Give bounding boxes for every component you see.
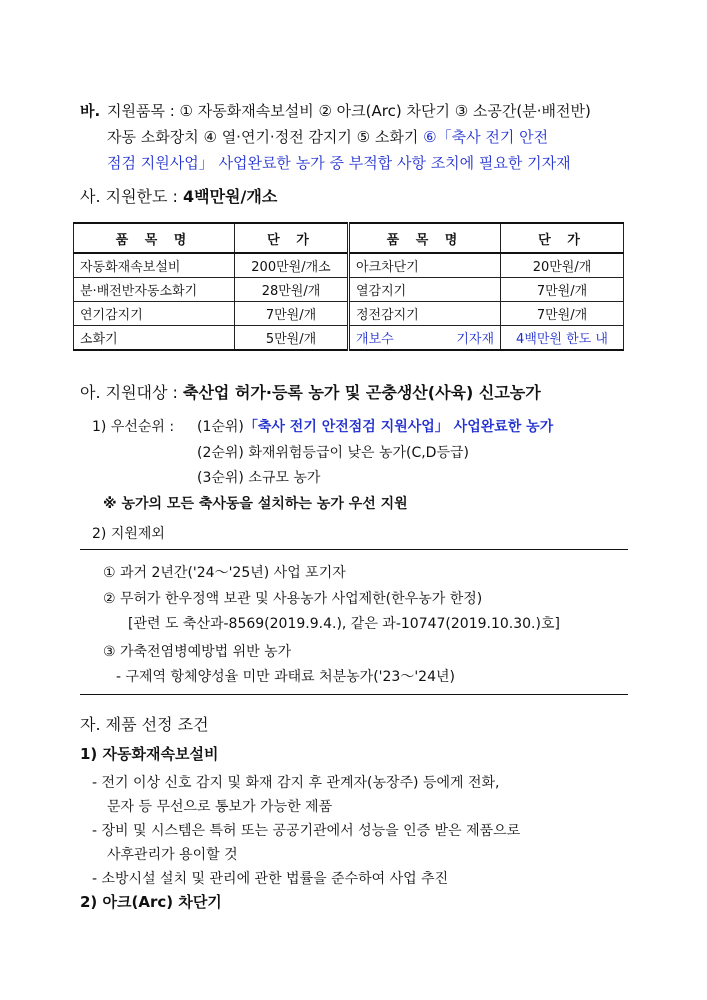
support-items-line-1: 지원품목 : ① 자동화재속보설비 ② 아크(Arc) 차단기 ③ 소공간(분·배전반) xyxy=(107,102,591,120)
item-1-title: 1) 자동화재속보설비 xyxy=(80,745,219,763)
table-cell: 200만원/개소 xyxy=(235,253,349,278)
support-price-table xyxy=(73,222,624,351)
exclusion-item-3: ③ 가축전염병예방법 위반 농가 xyxy=(103,644,292,660)
priority-2: (2순위) 화재위험등급이 낮은 농가(C,D등급) xyxy=(197,445,469,461)
table-cell-highlight: 4백만원 한도 내 xyxy=(501,326,624,351)
support-items-highlight-end: 점검 지원사업」 사업완료한 농가 중 부적합 사항 조치에 필요한 기자재 xyxy=(107,154,571,172)
table-cell: 28만원/개 xyxy=(235,278,349,302)
item-1-bullet-2: - 장비 및 시스템은 특허 또는 공공기관에서 성능을 인증 받은 제품으로 xyxy=(92,823,521,839)
support-items-highlight-start: ⑥「축사 전기 안전 xyxy=(423,128,549,146)
support-limit-value: 4백만원/개소 xyxy=(183,187,278,206)
priority-1 xyxy=(197,416,553,436)
support-limit-label: 사. 지원한도 : xyxy=(80,187,184,206)
table-cell: 연기감지기 xyxy=(74,302,235,326)
table-cell: 7만원/개 xyxy=(501,302,624,326)
table-header-unit-price-2: 단 가 xyxy=(501,223,624,253)
exclusion-item-2-reference: [관련 도 축산과-8569(2019.9.4.), 같은 과-10747(2019.10.30.)호] xyxy=(128,616,560,632)
priority-1-text: 「축사 전기 안전점검 지원사업」 사업완료한 농가 xyxy=(243,419,554,435)
table-row xyxy=(74,326,624,351)
priority-1-rank: (1순위) xyxy=(197,419,244,435)
support-limit xyxy=(80,184,277,207)
support-items-line-2-text: 자동 소화장치 ④ 열·연기·정전 감지기 ⑤ 소화기 xyxy=(107,128,424,146)
section-ba-marker: 바. xyxy=(80,102,101,120)
table-row xyxy=(74,278,624,302)
exclusion-item-3-detail: - 구제역 항체양성율 미만 과태료 처분농가('23～'24년) xyxy=(116,669,455,685)
table-cell: 7만원/개 xyxy=(501,278,624,302)
table-cell: 아크차단기 xyxy=(349,253,501,278)
support-target-value: 축산업 허가·등록 농가 및 곤충생산(사육) 신고농가 xyxy=(183,383,541,402)
item-1-bullet-1-cont: 문자 등 무선으로 통보가 가능한 제품 xyxy=(107,799,333,815)
item-1-bullet-3: - 소방시설 설치 및 관리에 관한 법률을 준수하여 사업 추진 xyxy=(92,871,449,887)
table-cell: 열감지기 xyxy=(349,278,501,302)
exclusion-top-divider xyxy=(80,549,628,550)
table-header-unit-price-1: 단 가 xyxy=(235,223,349,253)
table-cell: 자동화재속보설비 xyxy=(74,253,235,278)
exclusion-item-2: ② 무허가 한우정액 보관 및 사용농가 사업제한(한우농가 한정) xyxy=(103,591,483,607)
priority-note: ※ 농가의 모든 축사동을 설치하는 농가 우선 지원 xyxy=(103,496,408,512)
support-target-label: 아. 지원대상 : xyxy=(80,383,184,402)
priority-label: 1) 우선순위 : xyxy=(92,419,175,435)
item-1-bullet-2-cont: 사후관리가 용이할 것 xyxy=(107,847,238,863)
table-header-item-name-1: 품 목 명 xyxy=(74,223,235,253)
table-row xyxy=(74,302,624,326)
item-1-bullet-1: - 전기 이상 신호 감지 및 화재 감지 후 관계자(농장주) 등에게 전화, xyxy=(92,775,500,791)
table-cell: 분·배전반자동소화기 xyxy=(74,278,235,302)
table-row xyxy=(74,253,624,278)
product-selection-title: 자. 제품 선정 조건 xyxy=(80,715,209,734)
table-cell: 7만원/개 xyxy=(235,302,349,326)
item-2-title: 2) 아크(Arc) 차단기 xyxy=(80,893,222,911)
exclusion-item-1: ① 과거 2년간('24～'25년) 사업 포기자 xyxy=(103,565,346,581)
exclusion-bottom-divider xyxy=(80,694,628,695)
table-cell-highlight: 개보수 기자재 xyxy=(349,326,501,351)
table-cell: 5만원/개 xyxy=(235,326,349,351)
table-cell: 20만원/개 xyxy=(501,253,624,278)
table-header-item-name-2: 품 목 명 xyxy=(349,223,501,253)
priority-3: (3순위) 소규모 농가 xyxy=(197,470,321,486)
table-cell: 소화기 xyxy=(74,326,235,351)
exclusion-label: 2) 지원제외 xyxy=(92,526,165,542)
table-header-row xyxy=(74,223,624,253)
table-cell: 정전감지기 xyxy=(349,302,501,326)
support-target xyxy=(80,380,541,403)
support-items-line-2 xyxy=(107,126,548,147)
